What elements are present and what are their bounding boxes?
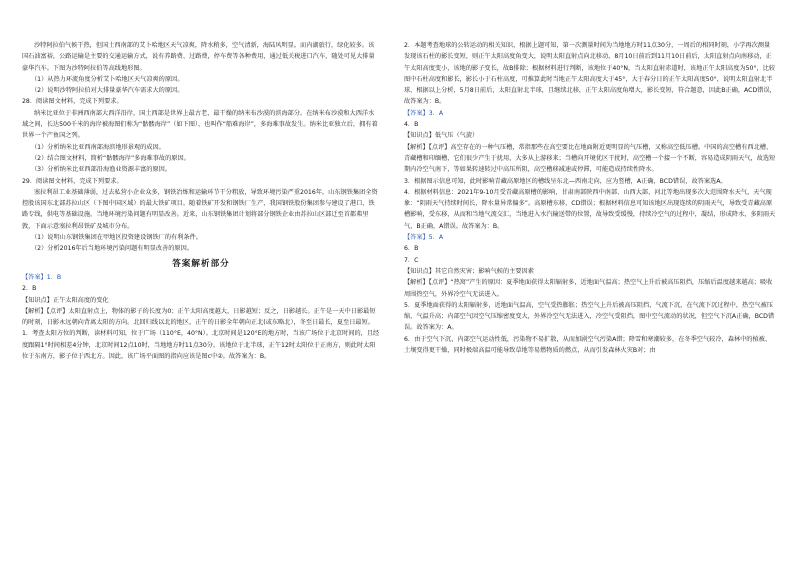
left-paragraph: 塞拉利昂工业基础薄弱，过去私营小企业众多，钢铁冶炼和运输环节干分粗放，导致环境污染严重2016年，山东钢铁集团全资控股该国东北部苏拉山区（下图中国区域）的最大铁矿项目。随着铁矿开发和钢铁厂生产，我国钢铁股份集团参与建设了港口、铁路专线，供电等基础设施，当地环境污染问题有明显改善。近来，山东钢铁集团计划将部分钢铁企业由苏拉山区部迁至首都弗里敦，下面示意塞拉利昂铁矿及城市分布。	[22, 188, 378, 230]
right-paragraph: 【答案】3．A	[404, 109, 444, 117]
right-paragraph: 3．根据图示信息可知，此时影响青藏高原地区的槽线呈东北—西南走向，应为竖槽，A正确，BCD错误，故答案选A。	[404, 177, 727, 185]
right-paragraph: 【知识点】低气压（气旋）	[404, 132, 479, 140]
left_answers-paragraph: 【解析】【点评】太阳直射点上，物体的影子的长度为0；正午太阳高度越大，日影越短；反之，日影越长。正午是一天中日影最短的时刻，日影永远朝向背离太阳的方向。北回归线以北的地区，正午的日影全年朝向正北(或东略北），冬至日最长，夏至日最短。	[22, 307, 376, 327]
left-paragraph: 沙特阿拉伯气候干热，但国土西南部的艾卜哈地区天气凉爽，降水稍多，空气清新，海陆风明显。而内湖旅行，绿化较多。该国石油富裕，公路运输是主要的交通运输方式，说有养路费、过路费，停车费等各种费用，通过低关税进口汽车，随处可见大排量豪华汽车。下图为沙特阿拉伯等高线地形图。	[22, 42, 375, 72]
right-paragraph: 【解析】【点评】高空存在的一种气压槽，常指那些在高空要比在地面附近更明显的气压槽，又称高空低压槽。中国的高空槽有西北槽、青藏槽和印缅槽，它们很少产生于扰用，大多从上游移来；当槽向开境优区干扰时，高空槽一个接一个不断，容易造成阴雨天气，故选短期内冷空气南下，等如果转速转过中高压所阻，高空槽移减速或停滞，可能造成持续性降水。	[404, 143, 776, 174]
right-paragraph: 7．C	[404, 256, 419, 264]
left-paragraph: 29．阅读图文材料，完成下列要求。	[22, 177, 123, 185]
right-paragraph: 【知识点】其它自然灾害；影响气候的主要因素	[404, 267, 534, 275]
left-paragraph: （1）说明山东钢铁集团在甲地区投资建设钢铁厂的有利条件。	[31, 234, 202, 242]
right-paragraph: 4．根据材料信息：2021年9-10月受青藏高原槽的影响，甘肃南部陕西中南部、山西大部、河北等地出现多次大范围降水天气，天气现象：“阴雨天气持续时间长，降水量异常偏多”。高原槽东移，CD错误；根据材料信息可知该地区出现连续的阴雨天气，导致受青藏高原槽影响，受东移，从而和当地气流交汇，当地进入水汽输送带的位置，故导致受缓慢，持续冷空气的过程中，凝结，形成降水，多阴雨天气，B正确，A错误。故答案为：B。	[404, 188, 776, 230]
left_answers-paragraph: 【答案】1．B	[22, 273, 62, 281]
left-paragraph: （2）说明沙特阿拉伯对大排量豪华汽车需求大的原因。	[31, 87, 184, 95]
left-paragraph: （2）结合图文材料，简析“骷髅海岸”多海难事故的原因。	[31, 154, 190, 162]
left-paragraph: 28．阅读图文材料，完成下列要求。	[22, 98, 123, 106]
left_answers-paragraph: 【知识点】正午太阳高度的变化	[22, 296, 109, 304]
right-column	[404, 40, 776, 356]
right-paragraph: 【答案】5．A	[404, 234, 444, 242]
right-paragraph: 4．B	[404, 121, 419, 129]
left-paragraph: （1）从热力环流角度分析艾卜哈地区天气凉爽的原因。	[31, 75, 184, 83]
right-paragraph: 6．由于空气下沉，内部空气运动性低，污染物不易扩散，从而加剧空气污染A错；降雪和寒潮较多，在冬季空气较冷，森林中的植被、土壤变得更干燥，同时极端高温可能导致草地等易燃物质的燃点，从而引发森林火灾B对；由	[404, 335, 772, 355]
right-paragraph: 5．夏季地面获得的太阳辐射多，近地面气温高，空气受热膨胀；热空气上升后被高压阻挡，气流下沉，在气流下沉过程中，热空气被压缩，气温升高；内部空气因空气压缩密度变大，外界冷空气无法进入，冷空气受阻挡，图中空气流动的状况，但空气下沉A正确，BCD错误。故答案为：A。	[404, 301, 775, 332]
left-paragraph: 纳米比亚位于非洲西南部大西洋沿岸，国土西部是世界上最古老、最干燥的纳米布沙漠的滨海部分。在纳米布沙漠和大西洋水域之间，长达500千米的海岸被海图们称为“骷髅海岸”（如下图），也叫作“船难海岸”，多海难事故发生。纳米比亚独立后，拥有着世界一个产鱼国之列。	[22, 109, 378, 140]
left-paragraph: （3）分析纳米比亚西部沿海渔业资源丰富的原因。	[31, 166, 172, 174]
right-paragraph: 6．B	[404, 245, 419, 253]
right-paragraph: 2．本题考查地球的公转运动的相关知识，根据上题可知，第一次测量时间为当地地方时11点30分，一周后的相同时刻，小学再次测量发现该石柱的影长变短，则正午太阳高度角变大，说明太阳直射点向北移动，8月10日前后到11月10日前后，太阳直射点向南移动，正午太阳高度变小，该地的影子变长，故B排除；根据材料进行判断，该地位于40°N，当太阳直射赤道时，该地正午太阳高度为50°，比较图中石柱高度和影长，影长小于石柱高度，可推算此时当地正午太阳高度大于45°，大于春分日的正午太阳高度50°，说明太阳直射北半球，根据以上分析，5月8日前后，太阳直射北半球，且继续北移，正午太阳高度角增大，影长变短，符合题意，因此B正确，ACD错误，故答案为：B。	[404, 42, 776, 106]
right-paragraph: 【解析】【点评】“热窝”产生的原因：夏季地面获得太阳辐射多，近地面气温高；热空气上升后被高压阻挡，压缩后温度越来越高；吸收周围热空气，外界冷空气无法进入。	[404, 279, 773, 298]
left-paragraph: （2）分析2016年后当地环境污染问题有明显改善的原因。	[31, 245, 193, 253]
left-column	[22, 40, 380, 362]
left_answers-paragraph: 2．B	[22, 285, 37, 293]
left-paragraph: （1）分析纳米比亚西南部海滨地形景观的成因。	[31, 143, 165, 151]
section-title: 答案解析部分	[172, 258, 230, 269]
left_answers-paragraph: 1．考查太阳方位的判断，读材料可知，位于广场（110°E，40°N）。北京时间是120°E的地方时，当该广场位于北京时间的，且经度跟隔1°时间相差4分钟，北京时间12点10时，当地地方时11点30分。该地位于北半球，正午12时太阳位于正南方，则此时太阳位于东南方，影子位于西北方。因此，该广场平面图的指向应该是图c中②。故答案为：B。	[22, 330, 380, 361]
